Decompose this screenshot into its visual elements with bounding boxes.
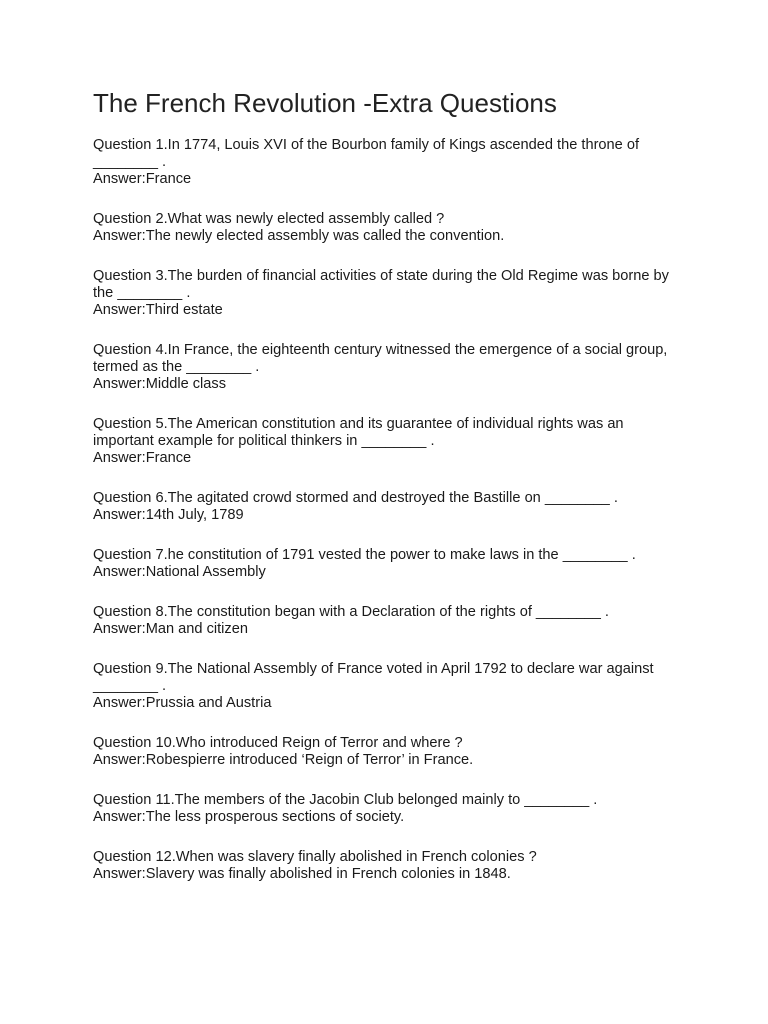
qa-item-5: [93, 416, 688, 467]
qa-item-10: [93, 735, 688, 769]
question-text: Question 1.In 1774, Louis XVI of the Bourbon family of Kings ascended the throne of ________ .: [93, 137, 639, 170]
qa-item-1: [93, 137, 688, 188]
qa-item-7: [93, 547, 688, 581]
qa-item-4: [93, 342, 688, 393]
qa-item-12: [93, 849, 688, 883]
question-text: Question 2.What was newly elected assembly called ?: [93, 211, 445, 227]
question-text: Question 7.he constitution of 1791 vested the power to make laws in the ________ .: [93, 547, 636, 563]
answer-text: Answer:National Assembly: [93, 564, 266, 580]
qa-item-9: [93, 661, 688, 712]
answer-text: Answer:France: [93, 450, 192, 466]
question-text: Question 11.The members of the Jacobin Club belonged mainly to ________ .: [93, 792, 598, 808]
document-title: The French Revolution -Extra Questions: [93, 88, 557, 118]
answer-text: Answer:The newly elected assembly was called the convention.: [93, 228, 505, 244]
question-text: Question 3.The burden of financial activities of state during the Old Regime was borne by the ________ .: [93, 268, 669, 301]
question-text: Question 12.When was slavery finally abolished in French colonies ?: [93, 849, 537, 865]
question-text: Question 4.In France, the eighteenth century witnessed the emergence of a social group, termed as the ________ .: [93, 342, 668, 375]
qa-item-2: [93, 211, 688, 245]
question-text: Question 10.Who introduced Reign of Terror and where ?: [93, 735, 463, 751]
answer-text: Answer:Middle class: [93, 376, 227, 392]
question-text: Question 6.The agitated crowd stormed and destroyed the Bastille on ________ .: [93, 490, 618, 506]
answer-text: Answer:The less prosperous sections of society.: [93, 809, 405, 825]
qa-item-6: [93, 490, 688, 524]
answer-text: Answer:France: [93, 171, 192, 187]
qa-item-8: [93, 604, 688, 638]
answer-text: Answer:14th July, 1789: [93, 507, 244, 523]
document-page: [93, 86, 688, 906]
question-text: Question 8.The constitution began with a Declaration of the rights of ________ .: [93, 604, 609, 620]
answer-text: Answer:Robespierre introduced ‘Reign of Terror’ in France.: [93, 752, 474, 768]
qa-item-11: [93, 792, 688, 826]
answer-text: Answer:Slavery was finally abolished in French colonies in 1848.: [93, 866, 511, 882]
question-text: Question 9.The National Assembly of France voted in April 1792 to declare war against ________ .: [93, 661, 654, 694]
qa-item-3: [93, 268, 688, 319]
question-text: Question 5.The American constitution and its guarantee of individual rights was an important example for political thinkers in ________ .: [93, 416, 624, 449]
answer-text: Answer:Man and citizen: [93, 621, 248, 637]
answer-text: Answer:Prussia and Austria: [93, 695, 272, 711]
answer-text: Answer:Third estate: [93, 302, 223, 318]
